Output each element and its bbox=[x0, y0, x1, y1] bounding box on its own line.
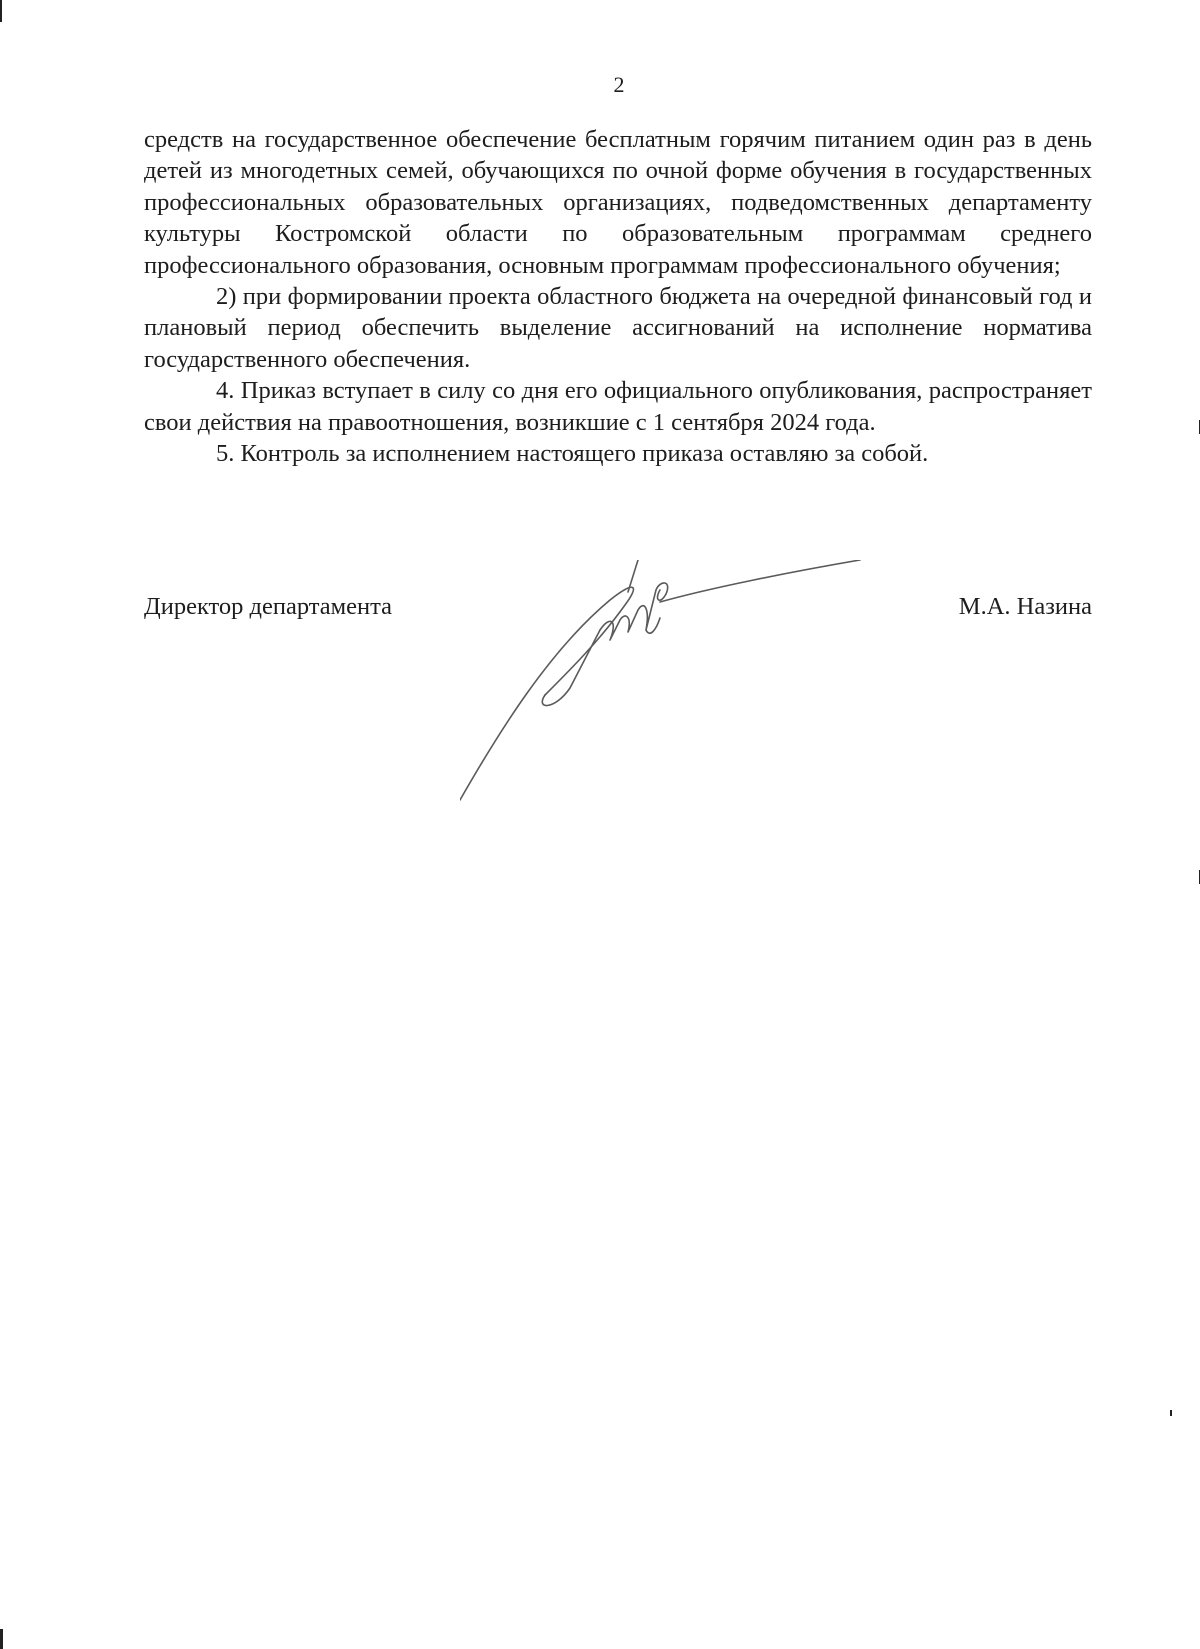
page-number: 2 bbox=[613, 72, 625, 97]
paragraph-continuation: средств на государственное обеспечение бесплатным горячим питанием один раз в день детей из многодетных семей, обучающихся по очной форме обучения в государственных профессиональных образовательных организациях, подведомственных департаменту культуры Костромской области по образовательным программам среднего профессионального образования, основным программам профессионального обучения; bbox=[144, 126, 1092, 279]
signatory-position: Директор департамента bbox=[144, 593, 393, 620]
scan-edge-mark bbox=[1170, 1410, 1172, 1416]
paragraph-item-5: 5. Контроль за исполнением настоящего приказа оставляю за собой. bbox=[216, 440, 929, 468]
paragraph-item-4: 4. Приказ вступает в силу со дня его официального опубликования, распространяет свои действия на правоотношения, возникшие с 1 сентября 2024 года. bbox=[144, 377, 1092, 436]
paragraph-item-2: 2) при формировании проекта областного бюджета на очередной финансовый год и плановый период обеспечить выделение ассигнований на исполнение норматива государственного обеспечения. bbox=[144, 283, 1092, 373]
scan-edge-mark bbox=[0, 1629, 3, 1649]
handwritten-signature bbox=[460, 560, 920, 810]
signatory-name: М.А. Назина bbox=[958, 593, 1092, 620]
body-text bbox=[144, 124, 1092, 469]
scan-edge-mark bbox=[0, 0, 2, 22]
